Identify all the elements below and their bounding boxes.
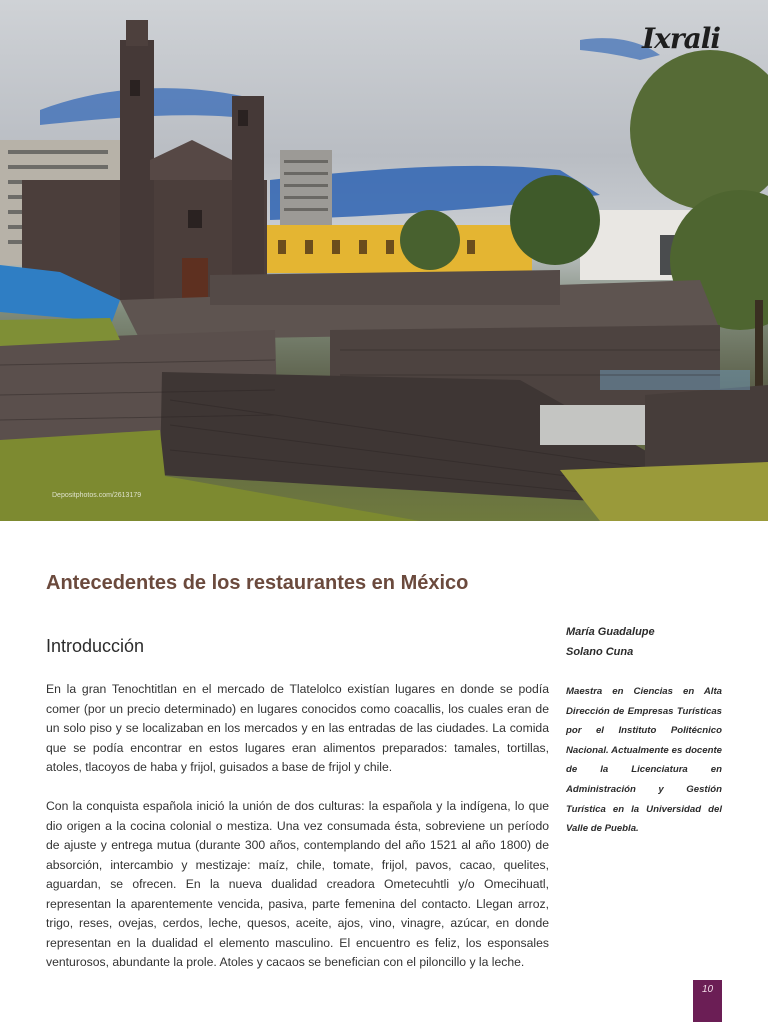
author-name-line: María Guadalupe: [566, 626, 655, 638]
page-number-badge: 10: [693, 980, 722, 1022]
paragraph: En la gran Tenochtitlan en el mercado de Tlatelolco existían lugares en donde se podía comer (por un precio determinado) en lugares conocidos como coacallis, los cuales eran de un solo piso y se localizaban en los mercados y en las entradas de las ciudades. La comida que se podía encontrar en estos lugares eran alimentos preparados: tamales, tortillas, atoles, tlacoyos de haba y frijol, guisados a base de frijol y chile.: [46, 682, 549, 774]
article-title: Antecedentes de los restaurantes en México: [46, 572, 469, 594]
article-body: [46, 680, 549, 992]
paragraph: Con la conquista española inició la unión de dos culturas: la española y la indígena, lo que dio origen a la cocina colonial o mestiza. Una vez consumada ésta, sobreviene un período de ajuste y entrega mutua (durante 300 años, contemplando del año 1521 al año 1800) de absorción, intercambio y mestizaje: maíz, chile, tomate, frijol, pavos, cacao, quelites, aguardan, se ofrecen. En la nueva dualidad creadora Ometecuhtli y/o Omecihuatl, representan la aparentemente vencida, pasiva, parte femenina del contacto. Llegan arroz, trigo, reses, ovejas, cerdos, leche, quesos, aceite, ajos, vino, vinagre, azúcar, en donde representan en la dualidad el elemento masculino. El encuentro es feliz, los esponsales venturosos, abundante la prole. Atoles y cacaos se benefician con el piloncillo y la leche.: [46, 799, 549, 969]
author-bio: Maestra en Ciencias en Alta Dirección de Empresas Turísticas por el Instituto Politécnico Nacional. Actualmente es docente de la Licenciatura en Administración y Gestión Turística en la Universidad del Valle de Puebla.: [566, 686, 722, 835]
section-heading: Introducción: [46, 636, 145, 656]
magazine-logo: Ixrali: [642, 22, 720, 55]
author-name: [566, 622, 726, 662]
author-name-line: Solano Cuna: [566, 646, 634, 658]
photo-credit: Depositphotos.com/2613179: [52, 492, 142, 499]
